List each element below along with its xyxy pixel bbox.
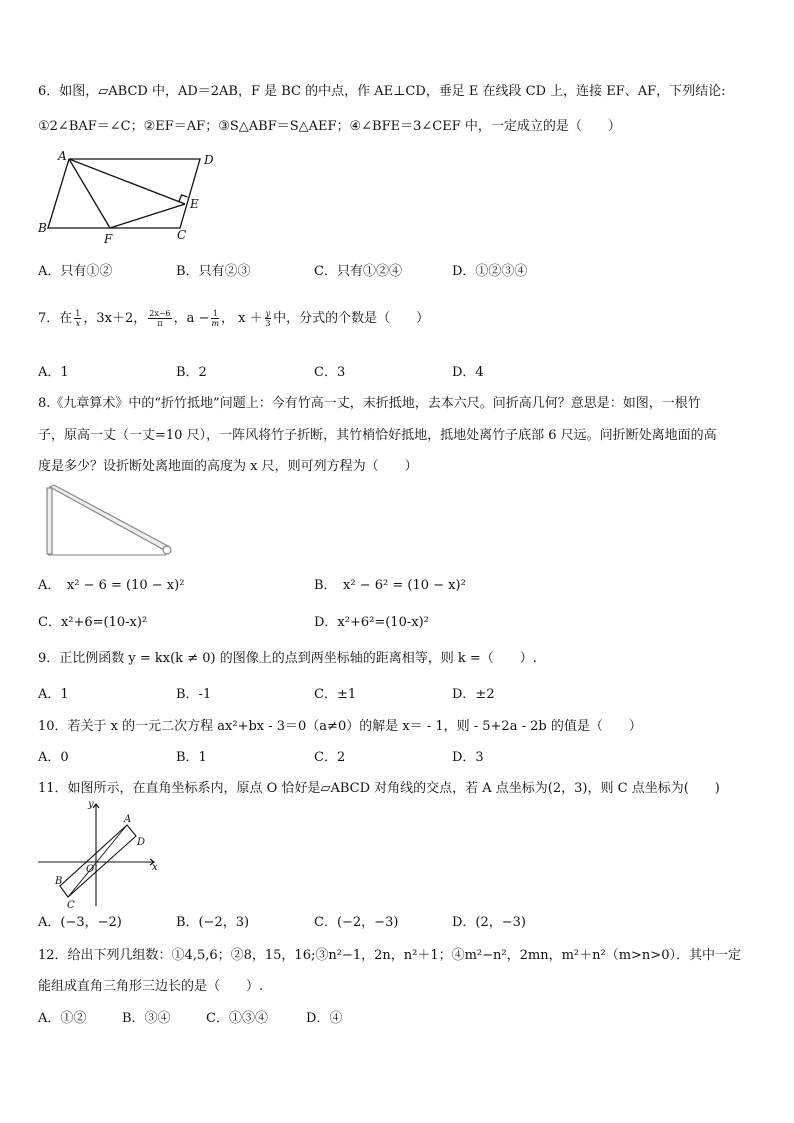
q7-option-c[interactable]: C．3 xyxy=(314,365,346,380)
q11-option-d[interactable]: D．(2，−3) xyxy=(452,915,527,930)
q7-prefix: 7．在 xyxy=(38,311,73,326)
q11-coordinate-figure xyxy=(36,798,166,910)
q10-option-c[interactable]: C．2 xyxy=(314,750,346,765)
q9-option-b[interactable]: B．-1 xyxy=(176,687,212,702)
q10-option-b[interactable]: B．1 xyxy=(176,750,207,765)
q8-stem-line3: 度是多少？设折断处离地面的高度为 x 尺，则可列方程为（ ） xyxy=(38,459,418,474)
q6-label-e: E xyxy=(190,197,199,211)
q7-suffix: 中，分式的个数是（ ） xyxy=(273,311,430,326)
q7-option-b[interactable]: B．2 xyxy=(176,365,207,380)
q6-label-d: D xyxy=(204,153,214,167)
q8-stem-line2: 子，原高一丈（一丈=10 尺），一阵风将竹子折断，其竹梢恰好抵地，抵地处离竹子底部 6 尺远。问折断处离地面的高 xyxy=(38,428,717,443)
q8-stem-line1: 8.《九章算术》中的“折竹抵地”问题上：今有竹高一丈，末折抵地，去本六尺。问折高几何？意思是：如图，一根竹 xyxy=(38,396,701,411)
q8-bamboo-standing-part xyxy=(47,488,52,554)
q11-option-c[interactable]: C．(−2，−3) xyxy=(314,915,399,930)
q7-fraction-1: $\frac{1}{x}$ xyxy=(75,309,81,328)
q8-option-b[interactable]: B． x² − 6² = (10 − x)² xyxy=(314,578,466,593)
q11-label-x: x xyxy=(152,862,158,873)
q6-segment-ef xyxy=(110,204,185,228)
q9-option-d[interactable]: D．±2 xyxy=(452,687,495,702)
q6-parallelogram-figure xyxy=(34,150,234,245)
q6-label-f: F xyxy=(104,232,113,245)
q8-bamboo-broken-part xyxy=(50,485,168,551)
q11-label-a: A xyxy=(124,814,132,825)
q9-option-a[interactable]: A．1 xyxy=(38,687,69,702)
q6-parallelogram-abcd xyxy=(48,159,200,228)
q9-option-c[interactable]: C．±1 xyxy=(314,687,357,702)
q7-fraction-4: $\frac{1}{m}$ xyxy=(211,309,220,328)
q8-bamboo-figure xyxy=(40,484,180,559)
q7-option-a[interactable]: A．1 xyxy=(38,365,69,380)
q6-segment-af xyxy=(69,159,110,228)
q7-expr-2: ，3x＋2， xyxy=(83,311,147,326)
q6-label-c: C xyxy=(177,228,187,242)
q12-option-a[interactable]: A．①② xyxy=(38,1011,87,1026)
q10-option-a[interactable]: A．0 xyxy=(38,750,69,765)
q11-label-d: D xyxy=(137,837,146,848)
q6-right-angle-mark xyxy=(179,195,188,202)
q6-option-c[interactable]: C．只有①②④ xyxy=(314,264,402,279)
q7-option-d[interactable]: D．4 xyxy=(452,365,484,380)
q9-stem: 9．正比例函数 y = kx(k ≠ 0) 的图像上的点到两坐标轴的距离相等，则 k =（ ）. xyxy=(38,651,537,666)
q6-option-a[interactable]: A．只有①② xyxy=(38,264,113,279)
q6-stem-line1: 6．如图，▱ABCD 中，AD＝2AB，F 是 BC 的中点，作 AE⊥CD，垂足 E 在线段 CD 上，连接 EF、AF，下列结论: xyxy=(38,84,726,99)
q7-stem xyxy=(38,304,429,334)
q12-stem-line1: 12．给出下列几组数：①4,5,6；②8，15，16;③n²−1，2n，n²＋1；④m²−n²，2mn，m²＋n²（m>n>0）．其中一定 xyxy=(38,948,741,963)
q6-stem-line2: ①2∠BAF＝∠C；②EF＝AF；③S△ABF＝S△AEF；④∠BFE＝3∠CEF 中，一定成立的是（ ） xyxy=(38,119,621,134)
q8-option-d[interactable]: D．x²+6²=(10-x)² xyxy=(314,615,429,630)
q11-stem: 11．如图所示，在直角坐标系内，原点 O 恰好是▱ABCD 对角线的交点，若 A 点坐标为(2，3)，则 C 点坐标为( ) xyxy=(38,781,720,796)
q11-label-y: y xyxy=(88,799,94,810)
q12-option-b[interactable]: B．③④ xyxy=(122,1011,171,1026)
q8-option-a[interactable]: A． x² − 6 = (10 − x)² xyxy=(38,578,185,593)
q7-expr-5: ， x ＋ xyxy=(221,311,263,326)
q6-option-b[interactable]: B．只有②③ xyxy=(176,264,251,279)
q11-label-o: O xyxy=(86,864,95,875)
q7-expr-4: ，a − xyxy=(173,311,210,326)
q6-label-b: B xyxy=(38,221,47,235)
q8-option-c[interactable]: C．x²+6=(10-x)² xyxy=(38,615,148,630)
q11-option-a[interactable]: A．(−3，−2) xyxy=(38,915,122,930)
q12-option-d[interactable]: D．④ xyxy=(306,1011,343,1026)
q10-option-d[interactable]: D．3 xyxy=(452,750,484,765)
q7-fraction-5: $\frac{y}{3}$ xyxy=(265,309,271,328)
q6-label-a: A xyxy=(58,150,67,163)
q11-option-b[interactable]: B．(−2，3) xyxy=(176,915,250,930)
q10-stem: 10．若关于 x 的一元二次方程 ax²+bx - 3＝0（a≠0）的解是 x＝ - 1，则 - 5+2a - 2b 的值是（ ） xyxy=(38,719,642,734)
q6-option-d[interactable]: D．①②③④ xyxy=(452,264,528,279)
q7-fraction-3: $\frac{2x-6}{\pi}$ xyxy=(149,309,171,328)
q12-stem-line2: 能组成直角三角形三边长的是（ ）. xyxy=(38,979,264,994)
q8-bamboo-tip xyxy=(163,546,171,554)
q11-label-c: C xyxy=(67,900,75,910)
q12-option-c[interactable]: C．①③④ xyxy=(206,1011,268,1026)
q6-segment-ae xyxy=(69,159,185,204)
q11-label-b: B xyxy=(55,876,63,887)
q11-diagonal-ac xyxy=(68,825,127,897)
